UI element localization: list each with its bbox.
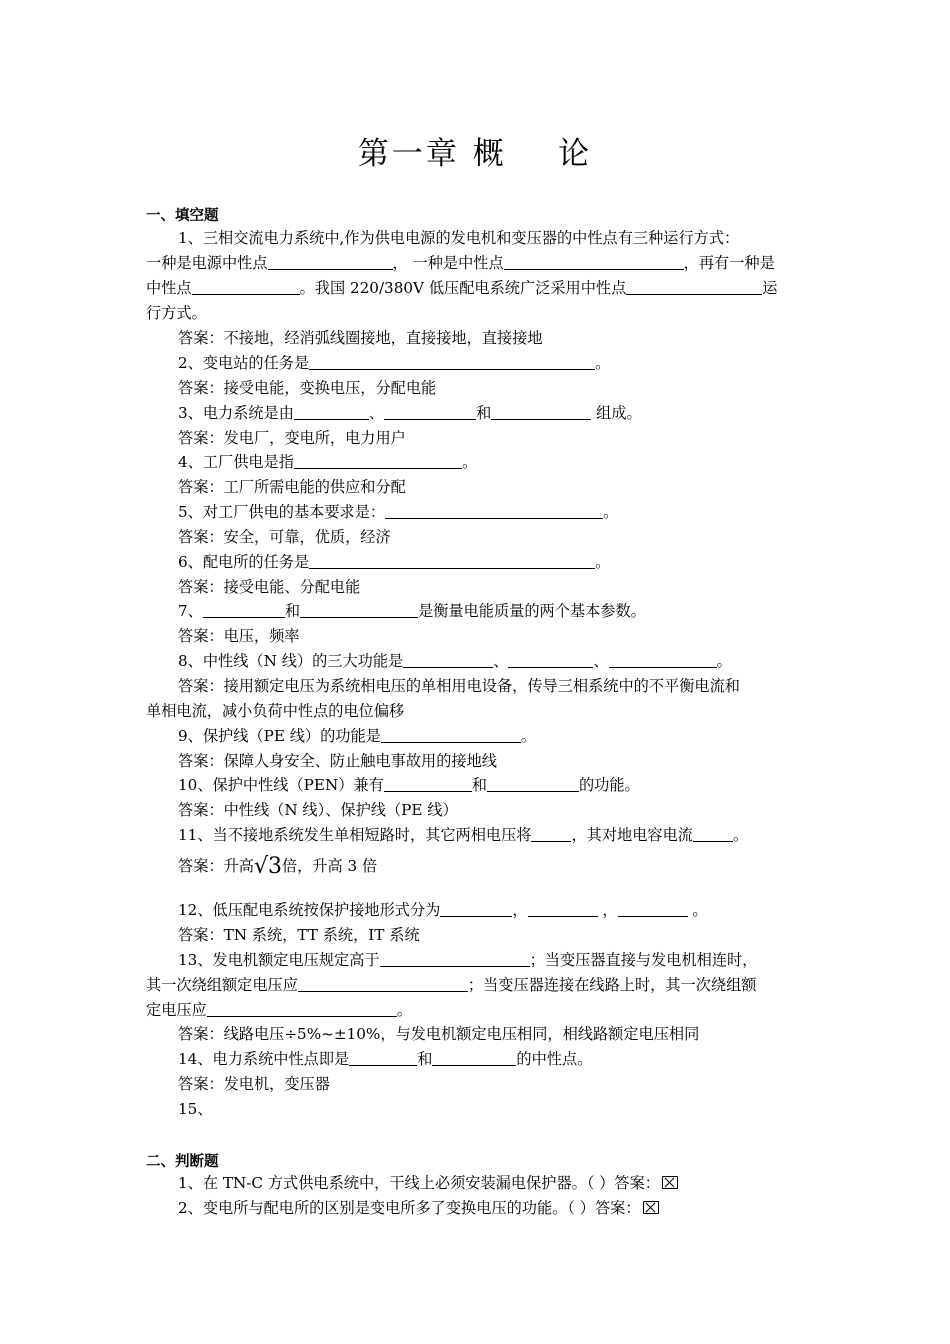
answer-blank	[491, 405, 591, 420]
q8-answer-line1: 答案：接用额定电压为系统相电压的单相用电设备，传导三相系统中的不平衡电流和	[178, 677, 740, 695]
q13-line3	[146, 1000, 816, 1020]
q1-text: ， 一种是中性点	[392, 254, 504, 272]
q14-answer: 答案：发电机，变压器	[178, 1075, 330, 1093]
answer-blank	[508, 653, 593, 668]
q13-text: 13、发电机额定电压规定高于	[178, 951, 380, 969]
answer-blank	[504, 255, 684, 270]
answer-blank	[693, 827, 733, 842]
q11-answer	[178, 856, 808, 877]
q9-text: 9、保护线（PE 线）的功能是	[178, 727, 381, 745]
q7-text: 7、	[178, 602, 203, 620]
q4-text: 4、工厂供电是指	[178, 453, 294, 471]
q8-end: 。	[716, 652, 732, 670]
q10-text: 10、保护中性线（PEN）兼有	[178, 776, 384, 794]
q3-line	[178, 403, 808, 423]
q8-line	[178, 651, 808, 671]
answer-blank	[432, 1051, 516, 1066]
q3-sep: 和	[476, 404, 492, 422]
q3-end: 组成。	[591, 404, 642, 422]
answer-blank	[349, 1051, 417, 1066]
answer-blank	[487, 777, 579, 792]
answer-blank	[309, 554, 595, 569]
q3-text: 3、电力系统是由	[178, 404, 294, 422]
q4-end: 。	[461, 453, 478, 471]
q13-text: ；当变压器直接与发电机相连时，	[529, 951, 758, 969]
q2-text: 2、变电站的任务是	[178, 354, 310, 372]
wrong-mark-icon	[662, 1176, 678, 1189]
q3-answer: 答案：发电厂，变电所，电力用户	[178, 429, 406, 447]
q13-line1	[178, 950, 808, 970]
answer-blank	[618, 902, 688, 917]
q8-sep: 、	[493, 652, 509, 670]
q6-line	[178, 552, 808, 572]
q2-end: 。	[595, 354, 611, 372]
q14-line	[178, 1049, 808, 1069]
answer-blank	[294, 405, 369, 420]
q6-text: 6、配电所的任务是	[178, 553, 310, 571]
q2-line	[178, 353, 808, 373]
q6-answer: 答案：接受电能、分配电能	[178, 578, 361, 596]
answer-blank	[403, 653, 493, 668]
sqrt-symbol: √3	[253, 854, 282, 879]
q9-end: 。	[520, 727, 537, 745]
page-title: 第一章 概 论	[357, 136, 593, 172]
q7-sep: 和	[284, 602, 301, 620]
answer-blank	[207, 1002, 397, 1017]
q12-end: 。	[687, 901, 708, 919]
q14-text: 14、电力系统中性点即是	[178, 1050, 350, 1068]
q5-line	[178, 502, 808, 522]
answer-blank	[381, 728, 521, 743]
q12-answer: 答案：TN 系统，TT 系统，IT 系统	[178, 926, 420, 944]
q13-line2	[146, 975, 816, 995]
q13-text: ；当变压器连接在线路上时，其一次绕组额	[467, 976, 757, 994]
answer-blank	[309, 355, 595, 370]
answer-blank	[385, 504, 603, 519]
q14-end: 的中性点。	[516, 1050, 593, 1068]
q12-sep: ，	[512, 901, 528, 919]
q1-line4: 行方式。	[146, 304, 207, 322]
q4-line	[178, 452, 808, 472]
answer-blank	[298, 977, 468, 992]
section-heading-fill-blank: 一、填空题	[146, 208, 219, 224]
q6-end: 。	[595, 553, 611, 571]
wrong-mark-icon	[643, 1201, 659, 1214]
q12-line	[178, 900, 808, 920]
q1-answer: 答案：不接地，经消弧线圈接地，直接接地，直接接地	[178, 329, 543, 347]
q7-line	[178, 601, 808, 621]
q10-answer: 答案：中性线（N 线）、保护线（PE 线）	[178, 801, 458, 819]
j2-line	[178, 1198, 808, 1218]
q10-sep: 和	[471, 776, 487, 794]
q5-end: 。	[603, 503, 619, 521]
q13-end: 。	[396, 1001, 412, 1019]
answer-blank	[531, 827, 571, 842]
j1-text: 1、在 TN-C 方式供电系统中，干线上必须安装漏电保护器。（ ）答案：	[178, 1174, 660, 1192]
section-heading-true-false: 二、判断题	[146, 1154, 219, 1170]
answer-blank	[192, 280, 300, 295]
q1-text: 一种是电源中性点	[146, 254, 268, 272]
q3-sep: 、	[368, 404, 385, 422]
q13-text: 定电压应	[146, 1001, 207, 1019]
answer-blank	[300, 603, 418, 618]
q11-answer-text: 倍，升高 3 倍	[281, 857, 378, 875]
q1-text: 。我国 220/380V 低压配电系统广泛采用中性点	[299, 279, 627, 297]
q1-text: 中性点	[146, 279, 192, 297]
q11-end: 。	[732, 826, 749, 844]
q8-text: 8、中性线（N 线）的三大功能是	[178, 652, 404, 670]
q7-end: 是衡量电能质量的两个基本参数。	[418, 602, 646, 620]
q8-sep: 、	[593, 652, 609, 670]
answer-blank	[609, 653, 717, 668]
q1-line2	[146, 253, 816, 273]
q15-line: 15、	[178, 1100, 213, 1118]
q8-answer-line2: 单相电流，减小负荷中性点的电位偏移	[146, 702, 405, 720]
q1-line3	[146, 278, 816, 298]
q11-line	[178, 825, 808, 845]
q4-answer: 答案：工厂所需电能的供应和分配	[178, 478, 406, 496]
q5-text: 5、对工厂供电的基本要求是：	[178, 503, 386, 521]
q1-text: 运	[762, 279, 778, 297]
answer-blank	[294, 454, 462, 469]
answer-blank	[268, 255, 393, 270]
answer-blank	[528, 902, 598, 917]
answer-blank	[440, 902, 512, 917]
answer-blank	[384, 405, 476, 420]
q2-answer: 答案：接受电能，变换电压，分配电能	[178, 379, 437, 397]
q5-answer: 答案：安全，可靠，优质，经济	[178, 528, 391, 546]
answer-blank	[203, 603, 285, 618]
q1-line1: 1、三相交流电力系统中,作为供电电源的发电机和变压器的中性点有三种运行方式：	[178, 229, 740, 247]
q1-text: ，再有一种是	[683, 254, 775, 272]
q14-sep: 和	[417, 1050, 433, 1068]
answer-blank	[380, 952, 530, 967]
q11-text: ，其对地电容电流	[571, 826, 693, 844]
q13-answer: 答案：线路电压÷5%~±10%，与发电机额定电压相同，相线路额定电压相同	[178, 1025, 700, 1043]
q12-text: 12、低压配电系统按保护接地形式分为	[178, 901, 441, 919]
q10-end: 的功能。	[578, 776, 640, 794]
answer-blank	[384, 777, 472, 792]
q9-line	[178, 726, 808, 746]
q11-text: 11、当不接地系统发生单相短路时，其它两相电压将	[178, 826, 532, 844]
j1-line	[178, 1173, 808, 1193]
answer-blank	[626, 280, 762, 295]
q11-answer-text: 答案：升高	[178, 857, 254, 875]
q7-answer: 答案：电压，频率	[178, 627, 300, 645]
q9-answer: 答案：保障人身安全、防止触电事故用的接地线	[178, 752, 497, 770]
q13-text: 其一次绕组额定电压应	[146, 976, 298, 994]
j2-text: 2、变电所与配电所的区别是变电所多了变换电压的功能。（ ）答案：	[178, 1199, 641, 1217]
q12-sep: ，	[597, 901, 618, 919]
q10-line	[178, 775, 808, 795]
